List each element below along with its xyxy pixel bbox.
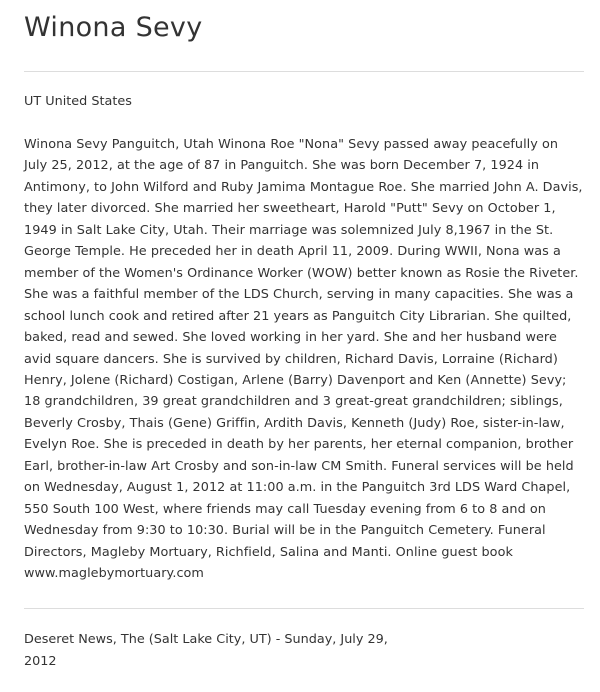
bottom-divider — [24, 608, 584, 609]
page-title: Winona Sevy — [24, 12, 203, 43]
obituary-body: Winona Sevy Panguitch, Utah Winona Roe "Nona" Sevy passed away peacefully on July 25, 2012, at the age of 87 in Panguitch. She was born December 7, 1924 in Antimony, to John Wilford and Ruby Jamima Montague Roe. She married John A. Davis, they later divorced. She married her sweetheart, Harold "Putt" Sevy on October 1, 1949 in Salt Lake City, Utah. Their marriage was solemnized July 8,1967 in the St. George Temple. He preceded her in death April 11, 2009. During WWII, Nona was a member of the Women's Ordinance Worker (WOW) better known as Rosie the Riveter. She was a faithful member of the LDS Church, serving in many capacities. She was a school lunch cook and retired after 21 years as Panguitch City Librarian. She quilted, baked, read and sewed. She loved working in her yard. She and her husband were avid square dancers. She is survived by children, Richard Davis, Lorraine (Richard) Henry, Jolene (Richard) Costigan, Arlene (Barry) Davenport and Ken (Annette) Sevy; 18 grandchildren, 39 great grandchildren and 3 great-great grandchildren; siblings, Beverly Crosby, Thais (Gene) Griffin, Ardith Davis, Kenneth (Judy) Roe, sister-in-law, Evelyn Roe. She is preceded in death by her parents, her eternal companion, brother Earl, brother-in-law Art Crosby and son-in-law CM Smith. Funeral services will be held on Wednesday, August 1, 2012 at 11:00 a.m. in the Panguitch 3rd LDS Ward Chapel, 550 South 100 West, where friends may call Tuesday evening from 6 to 8 and on Wednesday from 9:30 to 10:30. Burial will be in the Panguitch Cemetery. Funeral Directors, Magleby Mortuary, Richfield, Salina and Manti. Online guest book www.maglebymortuary.com — [24, 137, 583, 582]
top-divider — [24, 71, 584, 72]
location-text: UT United States — [24, 94, 132, 109]
publication-source: Deseret News, The (Salt Lake City, UT) - Sunday, July 29, 2012 — [24, 632, 388, 669]
